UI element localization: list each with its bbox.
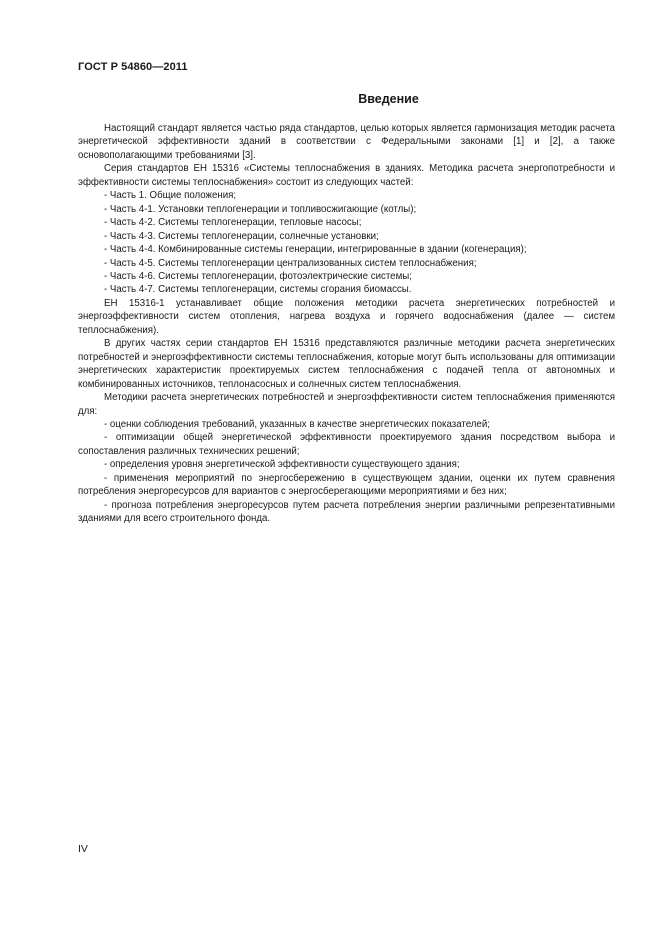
list-item: - Часть 1. Общие положения; <box>104 190 237 202</box>
list-item: - определения уровня энергетической эффективности существующего здания; <box>104 459 460 471</box>
list-item: - применения мероприятий по энергосбережению в существующем здании, оценки их путем сравнения потребления энергоресурсов для вариантов с энергосберегающими мероприятиями и без них; <box>78 472 615 498</box>
document-header: ГОСТ Р 54860—2011 <box>78 61 188 73</box>
list-item: - Часть 4-5. Системы теплогенерации централизованных систем теплоснабжения; <box>104 257 477 269</box>
other-parts-paragraph: В других частях серии стандартов ЕН 15316 представляются различные методики расчета энергетических потребностей и энергоэффективности системы теплоснабжения, которые могут быть использованы для оптимизации энергетических характеристик проектируемых систем теплоснабжения с подачей тепла от автономных и комбинированных источников, теплонасосных и солнечных систем теплоснабжения. <box>78 338 615 390</box>
list-item: - оптимизации общей энергетической эффективности проектируемого здания посредством выбора и сопоставления различных технических решений; <box>78 432 615 457</box>
document-body <box>78 122 615 526</box>
methods-intro-paragraph: Методики расчета энергетических потребностей и энергоэффективности систем теплоснабжения применяются для: <box>78 392 615 417</box>
section-title: Введение <box>358 92 419 106</box>
list-item: - Часть 4-6. Системы теплогенерации, фотоэлектрические системы; <box>104 270 412 282</box>
page-number: IV <box>78 843 88 855</box>
intro-paragraph: Настоящий стандарт является частью ряда стандартов, целью которых является гармонизация методик расчета энергетической эффективности зданий в соответствии с Федеральными законами [1] и [2], а также основополагающими требованиями [3]. <box>78 123 615 161</box>
list-item: - Часть 4-1. Установки теплогенерации и топливосжигающие (котлы); <box>104 203 417 215</box>
series-intro-paragraph: Серия стандартов ЕН 15316 «Системы теплоснабжения в зданиях. Методика расчета энергопотребности и эффективности системы теплоснабжения» состоит из следующих частей: <box>78 163 615 188</box>
list-item: - Часть 4-2. Системы теплогенерации, тепловые насосы; <box>104 217 362 229</box>
list-item: - Часть 4-4. Комбинированные системы генерации, интегрированные в здании (когенерация); <box>104 244 527 256</box>
list-item: - Часть 4-7. Системы теплогенерации, системы сгорания биомассы. <box>104 284 412 296</box>
list-item: - оценки соблюдения требований, указанных в качестве энергетических показателей; <box>104 418 490 430</box>
en-part1-paragraph: ЕН 15316-1 устанавливает общие положения методики расчета энергетических потребностей и энергоэффективности систем отопления, нагрева воздуха и горячего водоснабжения (далее — систем теплоснабжения). <box>78 297 615 336</box>
list-item: - прогноза потребления энергоресурсов путем расчета потребления энергии различными репрезентативными зданиями для всего строительного фонда. <box>78 499 615 525</box>
list-item: - Часть 4-3. Системы теплогенерации, солнечные установки; <box>104 230 379 242</box>
